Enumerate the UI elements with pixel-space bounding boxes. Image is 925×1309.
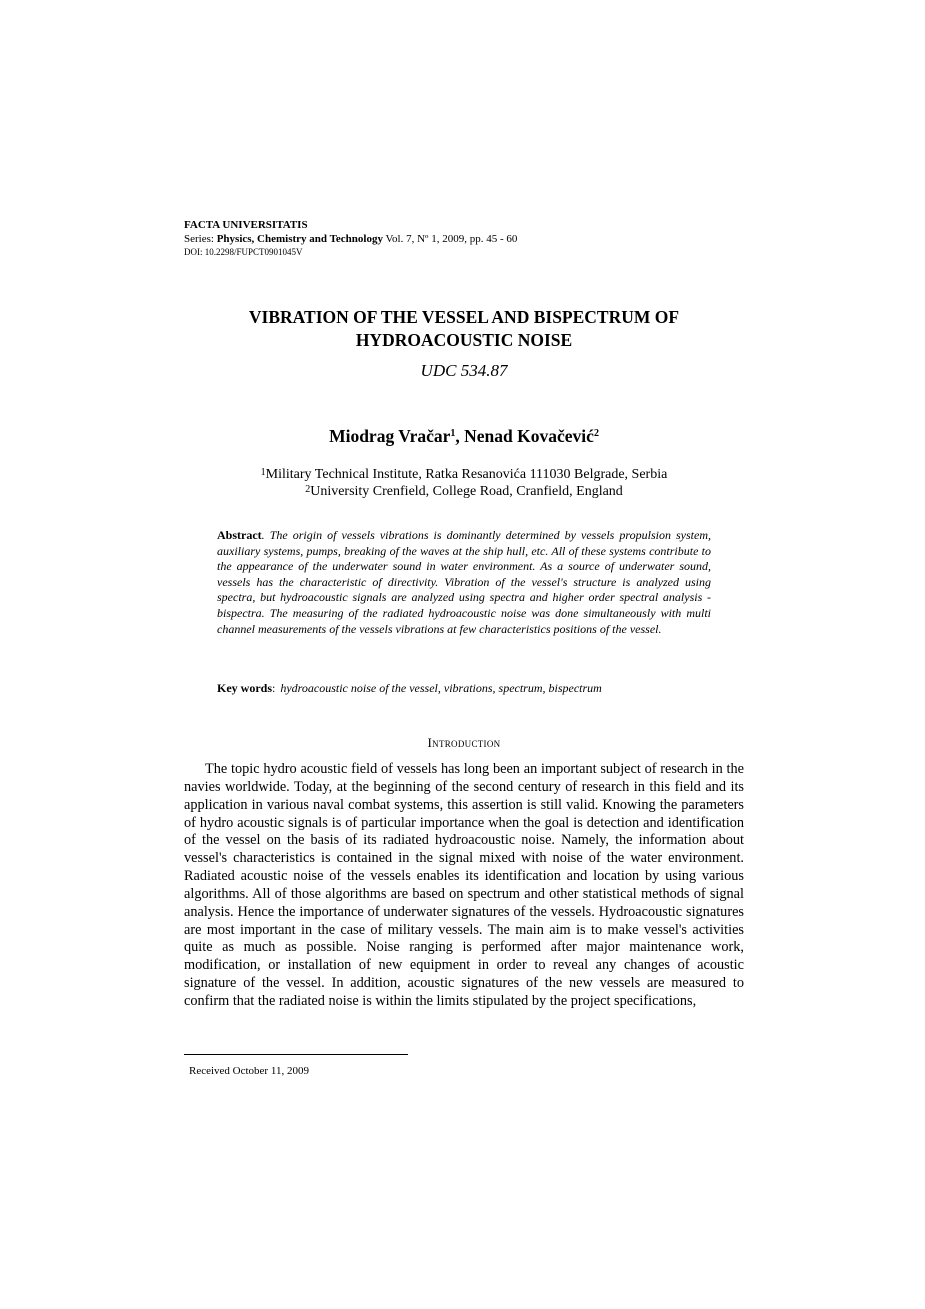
title-block: [184, 306, 744, 382]
introduction-paragraph: The topic hydro acoustic field of vessels has long been an important subject of research in the navies worldwide. Today, at the beginning of the second century of research in this field and its application in various naval combat systems, this assertion is still valid. Knowing the parameters of hydro acoustic signals is of particular importance when the goal is detection and identification of the vessel on the basis of its radiated hydroacoustic noise. Namely, the information about vessel's characteristics is contained in the signal mixed with noise of the water environment. Radiated acoustic noise of the vessels enables its identification and location by using various algorithms. All of those algorithms are based on spectrum and other statistical methods of signal analysis. Hence the importance of underwater signatures of the vessels. Hydroacoustic signatures are most important in the case of military vessels. The main aim is to make vessel's activities quite as much as possible. Noise ranging is performed after major maintenance work, modification, or installation of new equipment in order to reveal any changes of acoustic signature of the vessel. In addition, acoustic signatures of the new vessels are measured to confirm that the radiated noise is within the limits stipulated by the project specifications,: [184, 761, 744, 1009]
footnote-received: Received October 11, 2009: [189, 1065, 309, 1077]
series-details: Vol. 7, Nº 1, 2009, pp. 45 - 60: [382, 233, 518, 245]
author-1: Miodrag Vračar: [329, 426, 451, 446]
keywords-colon: :: [272, 681, 276, 695]
keywords: [217, 681, 711, 696]
affiliation-1-text: Military Technical Institute, Ratka Resanovića 111030 Belgrade, Serbia: [265, 467, 668, 482]
author-2: Nenad Kovačević: [464, 426, 594, 446]
affiliation-1-mark: 1: [260, 467, 266, 478]
affiliation-2-mark: 2: [305, 484, 311, 495]
udc-code: UDC 534.87: [420, 361, 508, 380]
abstract-label: Abstract: [217, 528, 262, 542]
journal-header: [184, 218, 744, 258]
author-1-affiliation-mark: 1: [450, 428, 456, 439]
affiliation-2-text: University Crenfield, College Road, Cranfield, England: [310, 484, 623, 499]
keywords-text: hydroacoustic noise of the vessel, vibrations, spectrum, bispectrum: [280, 681, 602, 695]
author-separator: ,: [455, 426, 465, 446]
doi: DOI: 10.2298/FUPCT0901045V: [184, 247, 303, 257]
author-2-affiliation-mark: 2: [593, 428, 599, 439]
footnote-divider: [184, 1054, 408, 1055]
series-prefix: Series:: [184, 233, 217, 245]
keywords-label: Key words: [217, 681, 272, 695]
series-line: [184, 232, 744, 246]
section-heading-introduction: Introduction: [427, 735, 501, 750]
abstract-text: . The origin of vessels vibrations is dominantly determined by vessels propulsion system, auxiliary systems, pumps, breaking of the waves at the ship hull, etc. All of these systems contribute to the appearance of the underwater sound in water environment. As a source of underwater sound, vessels has the characteristic of directivity. Vibration of the vessel's structure is analyzed using spectra, but hydroacoustic signals are analyzed using spectra and higher order spectral analysis - bispectra. The measuring of the radiated hydroacoustic noise was done simultaneously with multi channel measurements of the vessels vibrations at few characteristics positions of the vessel.: [217, 528, 711, 636]
abstract: [217, 528, 711, 637]
affiliations: [184, 466, 744, 500]
affiliation-2: [184, 483, 744, 500]
series-name: Physics, Chemistry and Technology: [216, 233, 383, 245]
paper-title-line-1: VIBRATION OF THE VESSEL AND BISPECTRUM OF: [248, 307, 680, 327]
journal-name: FACTA UNIVERSITATIS: [184, 219, 308, 231]
affiliation-1: [184, 466, 744, 483]
paper-title-line-2: HYDROACOUSTIC NOISE: [355, 330, 573, 350]
author-list: [184, 424, 744, 448]
